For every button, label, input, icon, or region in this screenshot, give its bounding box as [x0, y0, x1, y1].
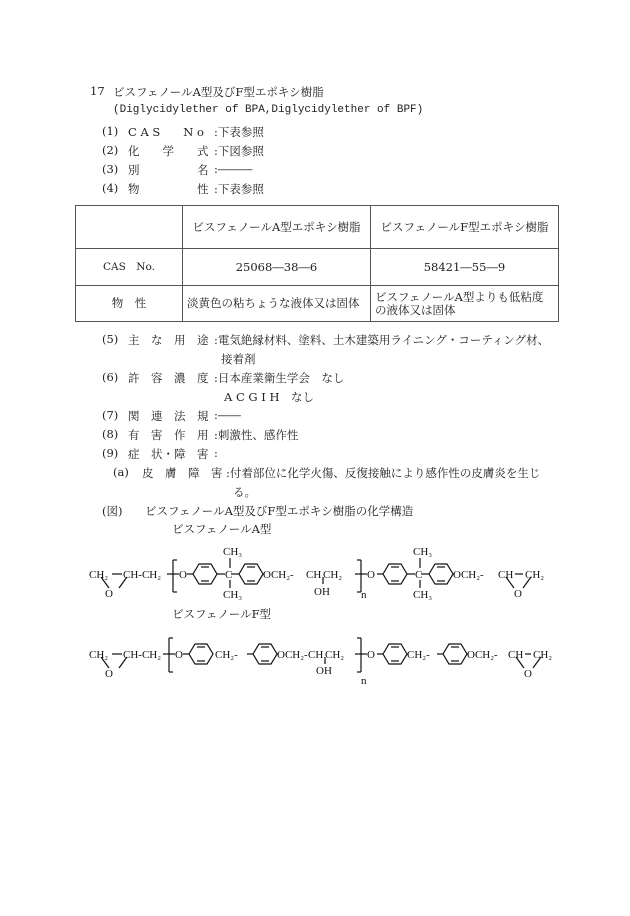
table-header-cell: ビスフェノールF型エポキシ樹脂 — [371, 206, 559, 249]
table-header-cell: ビスフェノールA型エポキシ樹脂 — [183, 206, 371, 249]
subitem-value: :付着部位に化学火傷、反復接触により感作性の皮膚炎を生じ — [226, 466, 541, 480]
item-value: :―― — [214, 408, 241, 422]
svg-text:CH₂: CH₂ — [89, 649, 109, 661]
bpa-structure-diagram — [85, 540, 575, 602]
svg-text:CH₂: CH₂ — [325, 649, 345, 661]
bpa-label: ビスフェノールA型 — [172, 522, 272, 536]
table-cell: 25068―38―6 — [183, 249, 371, 286]
svg-text:O: O — [175, 649, 183, 661]
item-value-text: ――― — [217, 162, 253, 176]
svg-text:OCH₂-: OCH₂- — [277, 649, 308, 661]
chem-oh: OH — [314, 586, 330, 598]
chem-ch: CH — [306, 569, 322, 581]
item-value: :下表参照 — [214, 125, 264, 139]
chem-och2: OCH₂- — [263, 569, 294, 581]
item-value-cont: 接着剤 — [221, 352, 256, 366]
item-num: (5) — [102, 332, 119, 346]
table-row — [76, 286, 559, 322]
section-title: ビスフェノールA型及びF型エポキシ樹脂 — [113, 85, 324, 99]
item-num: (9) — [102, 446, 119, 460]
svg-text:CH: CH — [508, 649, 524, 661]
table-header-row — [76, 206, 559, 249]
figure-num: (図) — [102, 504, 123, 518]
item-value-text: 下表参照 — [217, 182, 264, 196]
item-value: : — [214, 446, 218, 460]
subitem-num: (a) — [113, 465, 129, 479]
chem-n: n — [361, 589, 367, 601]
item-label: 症 状・障 害 — [128, 447, 209, 461]
item-label: 許 容 濃 度 — [128, 371, 209, 385]
properties-table — [75, 205, 559, 322]
item-value: :――― — [214, 162, 253, 176]
chem-o: O — [179, 569, 187, 581]
item-label: 関 連 法 規 — [128, 409, 209, 423]
svg-text:CH₂: CH₂ — [533, 649, 553, 661]
svg-text:C: C — [415, 569, 423, 581]
svg-text:n: n — [361, 675, 367, 687]
section-subtitle: (Diglycidylether of BPA,Diglycidylether of BPF) — [113, 104, 424, 116]
table-cell: 淡黄色の粘ちょうな液体又は固体 — [183, 286, 371, 322]
svg-text:C: C — [225, 569, 233, 581]
item-num: (8) — [102, 427, 119, 441]
section-number: 17 — [90, 84, 105, 98]
svg-text:CH₂-: CH₂- — [215, 649, 238, 661]
table-row — [76, 249, 559, 286]
figure-caption: ビスフェノールA型及びF型エポキシ樹脂の化学構造 — [145, 504, 414, 518]
chem-ch: CH — [498, 569, 514, 581]
svg-text:OCH₂-: OCH₂- — [467, 649, 498, 661]
item-num: (7) — [102, 408, 119, 422]
item-num: (3) — [102, 162, 119, 176]
svg-text:CH₂-: CH₂- — [407, 649, 430, 661]
table-row-label: CAS No. — [76, 249, 183, 286]
item-label: 化 学 式 — [128, 144, 209, 158]
chem-och2: OCH₂- — [453, 569, 484, 581]
item-label: 主 な 用 途 — [128, 333, 209, 347]
chem-o: O — [514, 588, 522, 600]
item-value-text: 下図参照 — [217, 144, 264, 158]
chem-o: O — [105, 588, 113, 600]
item-value: :下図参照 — [214, 144, 264, 158]
item-num: (6) — [102, 370, 119, 384]
item-value: :刺激性、感作性 — [214, 428, 299, 442]
item-value: :日本産業衛生学会 なし — [214, 371, 345, 385]
chem-ch3: CH₃ — [413, 546, 433, 558]
subitem-value-text: 付着部位に化学火傷、反復接触により感作性の皮膚炎を生じ — [229, 466, 541, 480]
table-header-cell — [76, 206, 183, 249]
chem-ch3: CH₃ — [413, 589, 433, 601]
svg-text:O: O — [367, 649, 375, 661]
chem-ch3: CH₃ — [223, 546, 243, 558]
svg-text:O: O — [105, 668, 113, 680]
item-label: 有 害 作 用 — [128, 428, 209, 442]
item-value: :電気絶縁材料、塗料、土木建築用ライニング・コーティング材、 — [214, 333, 550, 347]
item-num: (4) — [102, 181, 119, 195]
item-label: 別 名 — [128, 163, 209, 177]
item-value-text: 刺激性、感作性 — [217, 428, 299, 442]
chem-o: O — [367, 569, 375, 581]
item-value: :下表参照 — [214, 182, 264, 196]
chem-ch2: CH₂ — [323, 569, 343, 581]
subitem-value-cont: る。 — [233, 485, 256, 499]
item-value-text: 下表参照 — [217, 125, 264, 139]
item-value-text: 日本産業衛生学会 なし — [217, 371, 345, 385]
chem-ch2: CH₂ — [89, 569, 109, 581]
subitem-label: 皮 膚 障 害 — [142, 466, 223, 480]
item-num: (2) — [102, 143, 119, 157]
svg-text:CH-CH₂: CH-CH₂ — [123, 649, 162, 661]
bpf-label: ビスフェノールF型 — [172, 607, 272, 621]
item-value-text: 電気絶縁材料、塗料、土木建築用ライニング・コーティング材、 — [217, 333, 550, 347]
table-cell: 58421―55―9 — [371, 249, 559, 286]
svg-text:OH: OH — [316, 665, 332, 677]
chem-ch2: CH₂ — [525, 569, 545, 581]
item-label: C A S N o — [128, 125, 204, 139]
table-cell: ビスフェノールA型よりも低粘度の液体又は固体 — [371, 286, 559, 322]
chem-ch3: CH₃ — [223, 589, 243, 601]
svg-text:CH: CH — [308, 649, 324, 661]
svg-text:O: O — [524, 668, 532, 680]
item-value-text: ―― — [217, 408, 241, 422]
chem-ch-ch2: CH-CH₂ — [123, 569, 162, 581]
item-label: 物 性 — [128, 182, 209, 196]
item-num: (1) — [102, 124, 119, 138]
item-value-cont: A C G I H なし — [224, 390, 314, 404]
table-row-label: 物 性 — [76, 286, 183, 322]
bpf-structure-diagram — [85, 628, 575, 688]
